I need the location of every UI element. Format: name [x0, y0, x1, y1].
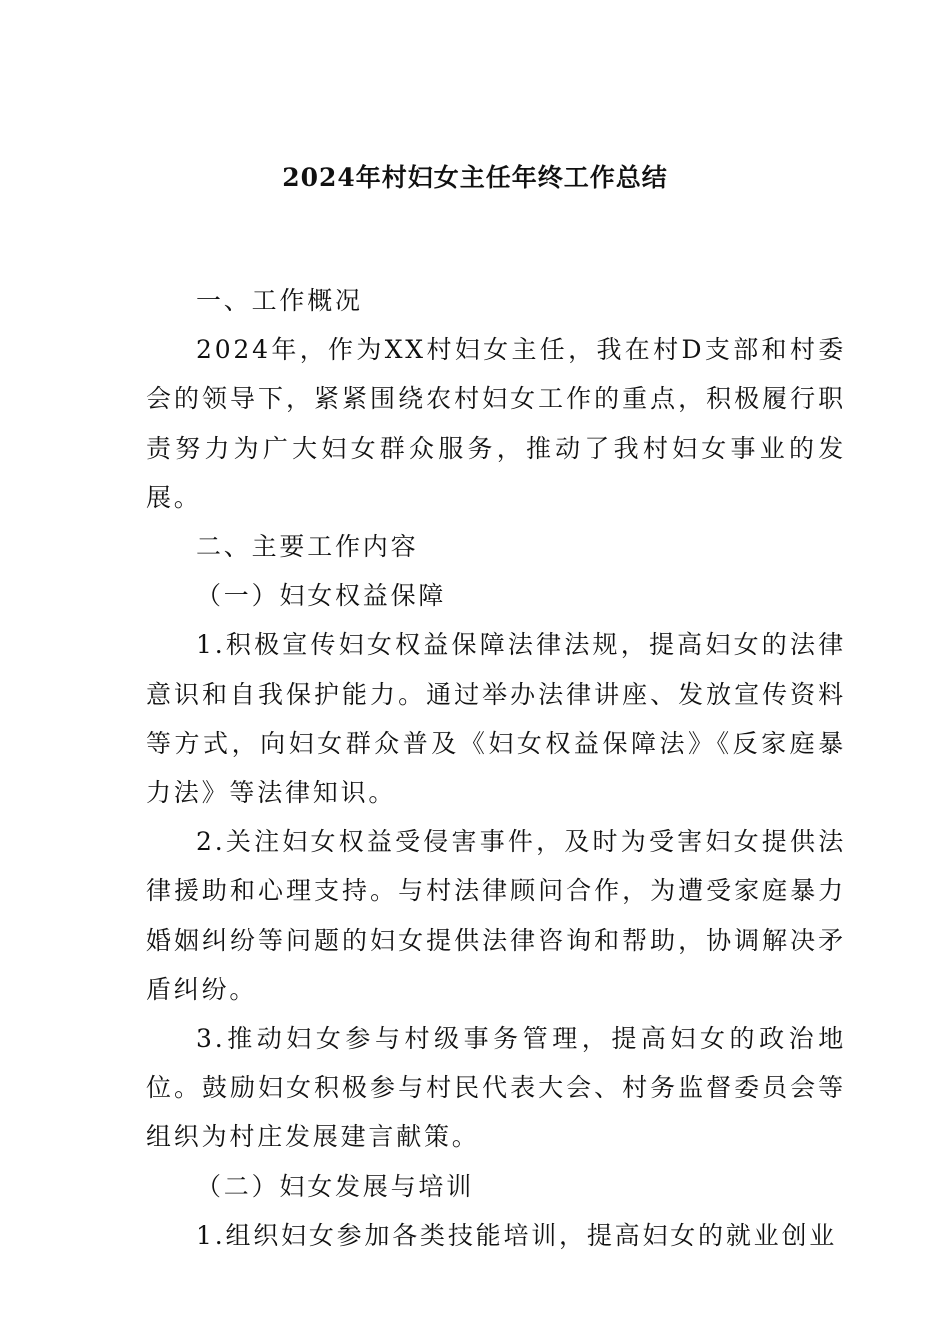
section-heading-overview: 一、工作概况 — [196, 286, 363, 315]
subsection-heading-rights: （一）妇女权益保障 — [196, 581, 447, 611]
paragraph-rights-3: 3.推动妇女参与村级事务管理，提高妇女的政治地位。鼓励妇女积极参与村民代表大会、村务监督委员会等组织为村庄发展建言献策。 — [146, 1024, 846, 1152]
paragraph-rights-1: 1.积极宣传妇女权益保障法律法规，提高妇女的法律意识和自我保护能力。通过举办法律讲座、发放宣传资料等方式，向妇女群众普及《妇女权益保障法》《反家庭暴力法》等法律知识。 — [146, 630, 846, 808]
paragraph-overview: 2024年，作为XX村妇女主任，我在村D支部和村委会的领导下，紧紧围绕农村妇女工作的重点，积极履行职责努力为广大妇女群众服务，推动了我村妇女事业的发展。 — [146, 335, 846, 512]
document-title: 2024年村妇女主任年终工作总结 — [282, 163, 668, 192]
paragraph-development-1: 1.组织妇女参加各类技能培训，提高妇女的就业创业 — [196, 1220, 838, 1250]
subsection-heading-development: （二）妇女发展与培训 — [196, 1171, 475, 1201]
document-body — [146, 276, 846, 1260]
section-heading-main-work: 二、主要工作内容 — [196, 532, 419, 562]
paragraph-rights-2: 2.关注妇女权益受侵害事件，及时为受害妇女提供法律援助和心理支持。与村法律顾问合作，为遭受家庭暴力婚姻纠纷等问题的妇女提供法律咨询和帮助，协调解决矛盾纠纷。 — [146, 827, 846, 1004]
